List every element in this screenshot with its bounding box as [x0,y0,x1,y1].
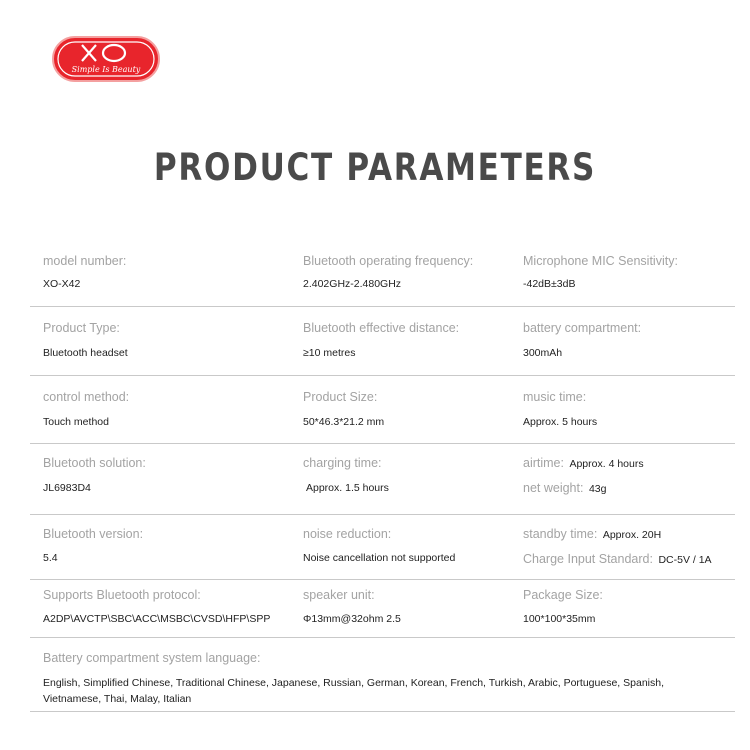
param-label: Bluetooth effective distance: [303,321,460,335]
param-label: Bluetooth version: [43,527,144,541]
param-label: battery compartment: [523,321,642,335]
param-value: 43g [588,483,607,495]
parameter-row [30,244,735,307]
param-value: 100*100*35mm [523,613,596,625]
svg-text:Simple Is Beauty: Simple Is Beauty [71,65,141,74]
param-label: airtime: [523,456,564,470]
param-value: JL6983D4 [43,482,91,494]
param-value: 2.402GHz-2.480GHz [303,278,402,290]
param-label: Bluetooth solution: [43,456,146,470]
param-value: Approx. 5 hours [523,416,598,428]
param-label: music time: [523,390,587,404]
param-value: Touch method [43,416,109,428]
param-charge-input [523,552,712,566]
param-label: charging time: [303,456,382,470]
param-label: Product Size: [303,390,378,404]
param-value: A2DP\AVCTP\SBC\ACC\MSBC\CVSD\HFP\SPP [43,613,271,625]
param-value: Φ13mm@32ohm 2.5 [303,613,401,625]
param-label: Battery compartment system language: [43,651,261,665]
param-label: model number: [43,254,127,268]
parameter-row [30,376,735,444]
param-label: Microphone MIC Sensitivity: [523,254,678,268]
param-label: noise reduction: [303,527,392,541]
param-label: control method: [43,390,130,404]
parameter-row [30,580,735,638]
param-standby-time [523,527,661,541]
parameter-row-language [30,638,735,712]
param-value: -42dB±3dB [523,278,576,290]
param-net-weight [523,481,606,495]
xo-logo-icon [52,36,160,82]
param-value: ≥10 metres [303,347,356,359]
param-value: 5.4 [43,552,58,564]
param-value: Approx. 20H [602,529,662,541]
param-label: Charge Input Standard: [523,552,653,566]
param-label: Supports Bluetooth protocol: [43,588,201,602]
param-value: 300mAh [523,347,563,359]
param-label: net weight: [523,481,584,495]
param-airtime [523,456,644,470]
page-title: PRODUCT PARAMETERS [153,146,597,189]
param-label: Product Type: [43,321,120,335]
parameter-row [30,515,735,580]
parameter-row [30,444,735,515]
param-label: speaker unit: [303,588,375,602]
param-value-line2: Vietnamese, Thai, Malay, Italian [43,693,192,705]
param-value: 50*46.3*21.2 mm [303,416,385,428]
brand-logo [52,36,160,82]
param-label: standby time: [523,527,598,541]
parameters-table [30,244,735,712]
parameter-row [30,307,735,376]
param-value: XO-X42 [43,278,81,290]
param-value: Bluetooth headset [43,347,128,359]
param-value: DC-5V / 1A [658,554,712,566]
param-label: Package Size: [523,588,603,602]
param-value-line1: English, Simplified Chinese, Traditional Chinese, Japanese, Russian, German, Korean, French, Turkish, Arabic, Portuguese, Spanish, [43,677,664,689]
param-value: Approx. 4 hours [569,458,644,470]
param-label: Bluetooth operating frequency: [303,254,474,268]
param-value: Noise cancellation not supported [303,552,456,564]
param-value: Approx. 1.5 hours [306,482,389,494]
